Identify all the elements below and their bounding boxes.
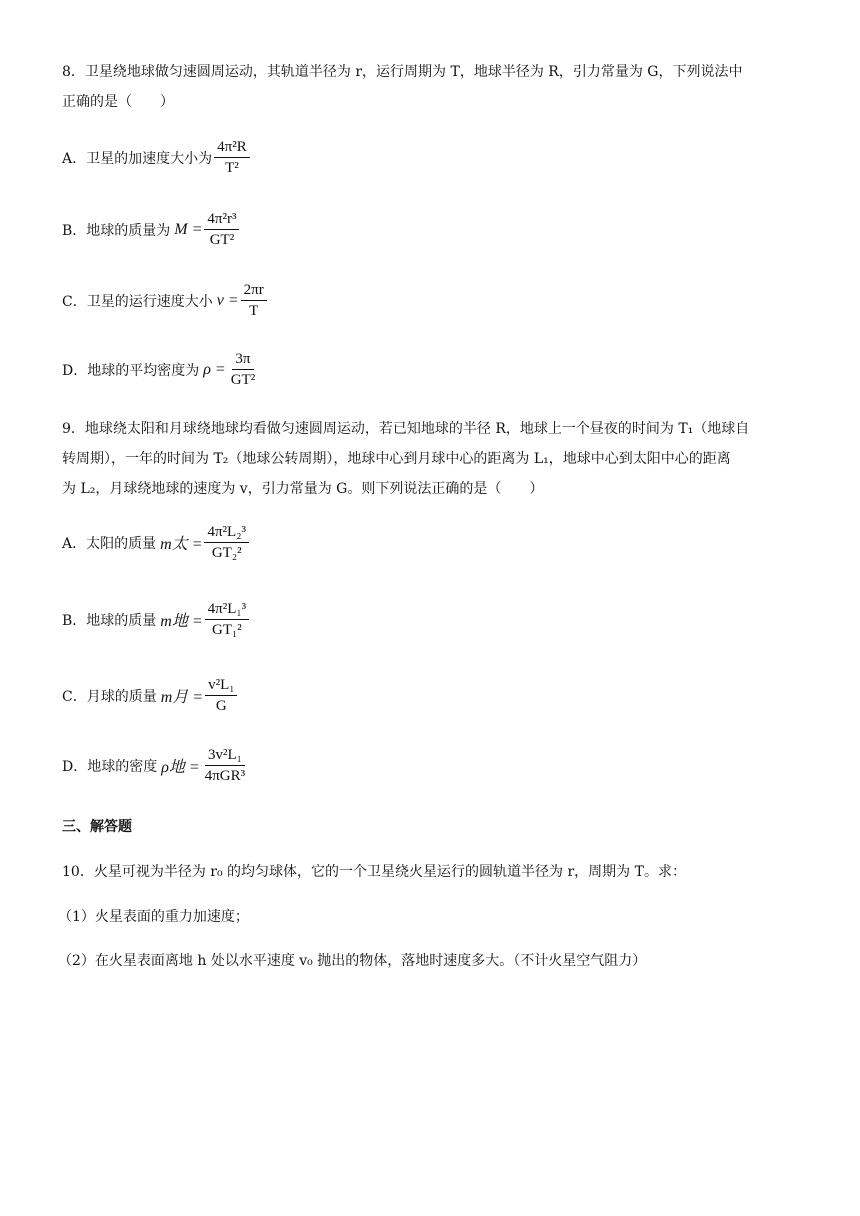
q9-option-c-numerator: v²L₁ xyxy=(205,676,237,696)
q9-stem-line1: 9．地球绕太阳和月球绕地球均看做匀速圆周运动，若已知地球的半径 R，地球上一个昼夜的时间为 T₁（地球自 xyxy=(62,421,750,437)
q9-option-b-label: B．地球的质量 xyxy=(62,612,157,629)
q9-option-b-fraction xyxy=(205,600,249,639)
q8-option-b-fraction xyxy=(204,210,239,249)
q9-option-a-fraction xyxy=(204,523,248,562)
q9-option-c-label: C．月球的质量 xyxy=(62,688,157,705)
q8-option-b-denominator: GT² xyxy=(209,232,235,248)
q9-option-a-label: A．太阳的质量 xyxy=(62,535,157,552)
q9-option-a xyxy=(62,523,251,562)
q8-option-c-label: C．卫星的运行速度大小 xyxy=(62,293,213,310)
section-heading: 三、解答题 xyxy=(62,819,132,835)
q9-option-a-numerator: 4π²L₂³ xyxy=(204,523,248,543)
q9-option-c-denominator: G xyxy=(215,698,227,714)
q8-option-c xyxy=(62,281,269,320)
q8-option-a xyxy=(62,138,252,177)
q10-part1: （1）火星表面的重力加速度； xyxy=(58,909,249,925)
q9-stem-line3: 为 L₂，月球绕地球的速度为 v，引力常量为 G。则下列说法正确的是（ ） xyxy=(62,481,544,497)
q8-option-d-lhs: ρ = xyxy=(203,360,226,378)
q9-option-d xyxy=(62,746,250,785)
q9-option-b-lhs: m地 = xyxy=(160,613,203,630)
q9-option-c xyxy=(62,676,239,715)
q8-option-b xyxy=(62,210,241,249)
q8-option-c-denominator: T xyxy=(249,303,259,319)
q8-option-d-denominator: GT² xyxy=(230,372,256,388)
q10-stem: 10．火星可视为半径为 r₀ 的均匀球体，它的一个卫星绕火星运行的圆轨道半径为 r，周期为 T。求： xyxy=(62,864,686,880)
q9-option-d-numerator: 3v²L₁ xyxy=(205,746,245,766)
q9-option-d-fraction xyxy=(202,746,248,785)
q8-option-d-label: D．地球的平均密度为 xyxy=(62,362,200,379)
q8-stem-line1: 8．卫星绕地球做匀速圆周运动，其轨道半径为 r，运行周期为 T，地球半径为 R，引力常量为 G，下列说法中 xyxy=(62,64,743,80)
q8-option-c-lhs: v = xyxy=(216,291,239,309)
q9-option-a-denominator: GT₂² xyxy=(211,545,242,561)
q8-option-c-fraction xyxy=(241,281,267,320)
q9-option-d-label: D．地球的密度 xyxy=(62,758,158,775)
q9-option-c-fraction xyxy=(205,676,237,715)
q8-option-a-denominator: T² xyxy=(225,160,239,176)
q10-part2: （2）在火星表面离地 h 处以水平速度 v₀ 抛出的物体，落地时速度多大。（不计火星空气阻力） xyxy=(58,953,647,969)
q9-option-c-lhs: m月 = xyxy=(160,689,204,706)
q8-option-b-label: B．地球的质量为 xyxy=(62,222,171,239)
q8-option-b-lhs: M = xyxy=(174,220,203,238)
q8-option-a-numerator: 4π²R xyxy=(214,138,250,158)
q8-option-b-numerator: 4π²r³ xyxy=(204,210,239,230)
q8-option-d-fraction xyxy=(228,350,259,389)
q8-option-d xyxy=(62,350,260,389)
q8-option-a-label: A．卫星的加速度大小为 xyxy=(62,150,213,167)
q8-option-d-numerator: 3π xyxy=(232,350,253,370)
q8-stem-line2: 正确的是（ ） xyxy=(62,94,174,110)
q9-stem-line2: 转周期），一年的时间为 T₂（地球公转周期），地球中心到月球中心的距离为 L₁，地球中心到太阳中心的距离 xyxy=(62,451,731,467)
q9-option-b xyxy=(62,600,251,639)
q9-option-d-lhs: ρ地 = xyxy=(161,759,200,776)
q8-option-a-fraction xyxy=(214,138,250,177)
q9-option-a-lhs: m太 = xyxy=(160,536,203,553)
q9-option-b-denominator: GT₁² xyxy=(212,622,242,638)
q8-option-c-numerator: 2πr xyxy=(241,281,267,301)
q9-option-b-numerator: 4π²L₁³ xyxy=(205,600,249,620)
q9-option-d-denominator: 4πGR³ xyxy=(204,768,246,784)
